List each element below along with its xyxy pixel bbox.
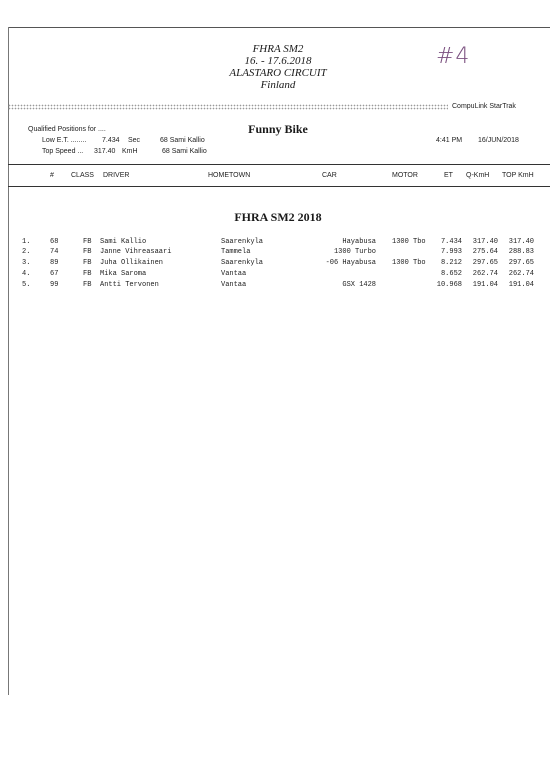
low-et-unit: Sec: [128, 137, 141, 144]
row-q-kmh: 297.65: [472, 259, 498, 267]
header-rule-bottom: [8, 186, 550, 187]
row-car: GSX 1428: [342, 281, 376, 289]
row-et: 8.212: [440, 259, 462, 267]
row-top-kmh: 191.04: [508, 281, 534, 289]
row-top-kmh: 288.83: [508, 248, 534, 256]
row-number: 68: [50, 238, 59, 246]
row-number: 67: [50, 270, 59, 278]
row-q-kmh: 262.74: [472, 270, 498, 278]
row-position: 3.: [22, 259, 31, 267]
col-driver: DRIVER: [103, 172, 130, 179]
event-name: FHRA SM2: [252, 43, 304, 55]
row-motor: 1300 Tbo: [392, 259, 426, 267]
row-et: 7.434: [440, 238, 462, 246]
row-driver: Sami Kallio: [100, 238, 147, 246]
low-et-value: 7.434: [102, 137, 120, 144]
row-hometown: Vantaa: [221, 281, 247, 289]
row-number: 74: [50, 248, 59, 256]
row-driver: Janne Vihreasaari: [100, 248, 172, 256]
top-speed-label: Top Speed ...: [42, 148, 84, 155]
col-hometown: HOMETOWN: [208, 172, 251, 179]
event-dates: 16. - 17.6.2018: [244, 55, 312, 67]
row-et: 8.652: [440, 270, 462, 278]
row-number: 89: [50, 259, 59, 267]
row-driver: Antti Tervonen: [100, 281, 159, 289]
row-class: FB: [83, 238, 92, 246]
row-class: FB: [83, 281, 92, 289]
report-time: 4:41 PM: [436, 137, 463, 144]
table-row: [0, 248, 556, 258]
row-top-kmh: 297.65: [508, 259, 534, 267]
low-et-holder: 68 Sami Kallio: [160, 137, 205, 144]
row-motor: 1300 Tbo: [392, 238, 426, 246]
col-top-kmh: TOP KmH: [502, 172, 534, 179]
event-country: Finland: [260, 79, 296, 91]
col-et: ET: [444, 172, 453, 179]
col-class: CLASS: [71, 172, 94, 179]
low-et-label: Low E.T. ........: [42, 137, 87, 144]
row-q-kmh: 317.40: [472, 238, 498, 246]
dotted-separator: [8, 104, 448, 110]
row-driver: Mika Saroma: [100, 270, 147, 278]
table-row: [0, 270, 556, 280]
col-q-kmh: Q-KmH: [466, 172, 490, 179]
row-et: 7.993: [440, 248, 462, 256]
top-speed-unit: KmH: [122, 148, 138, 155]
row-hometown: Saarenkyla: [221, 259, 264, 267]
row-position: 4.: [22, 270, 31, 278]
row-car: -06 Hayabusa: [325, 259, 376, 267]
row-position: 5.: [22, 281, 31, 289]
event-track: ALASTARO CIRCUIT: [229, 67, 327, 79]
report-date: 16/JUN/2018: [478, 137, 519, 144]
category-title: Funny Bike: [248, 122, 308, 136]
row-position: 2.: [22, 248, 31, 256]
col-number: #: [50, 172, 54, 179]
row-driver: Juha Ollikainen: [100, 259, 164, 267]
row-q-kmh: 275.64: [472, 248, 498, 256]
table-row: [0, 238, 556, 248]
row-position: 1.: [22, 238, 31, 246]
header-rule-top: [8, 164, 550, 165]
row-class: FB: [83, 270, 92, 278]
top-speed-holder: 68 Sami Kallio: [162, 148, 207, 155]
row-top-kmh: 317.40: [508, 238, 534, 246]
table-row: [0, 281, 556, 291]
row-top-kmh: 262.74: [508, 270, 534, 278]
table-row: [0, 259, 556, 269]
row-hometown: Vantaa: [221, 270, 247, 278]
page-border-top: [8, 27, 550, 28]
top-speed-value: 317.40: [94, 148, 116, 155]
row-number: 99: [50, 281, 59, 289]
row-et: 10.968: [436, 281, 462, 289]
handwritten-mark: #4: [436, 44, 471, 69]
row-car: 1300 Turbo: [333, 248, 376, 256]
col-car: CAR: [322, 172, 337, 179]
row-q-kmh: 191.04: [472, 281, 498, 289]
qualified-heading: Qualified Positions for ....: [28, 126, 106, 133]
row-car: Hayabusa: [342, 238, 376, 246]
system-label: CompuLink StarTrak: [452, 103, 516, 110]
col-motor: MOTOR: [392, 172, 418, 179]
row-class: FB: [83, 248, 92, 256]
row-hometown: Tammela: [221, 248, 251, 256]
row-class: FB: [83, 259, 92, 267]
section-title: FHRA SM2 2018: [234, 210, 322, 224]
row-hometown: Saarenkyla: [221, 238, 264, 246]
